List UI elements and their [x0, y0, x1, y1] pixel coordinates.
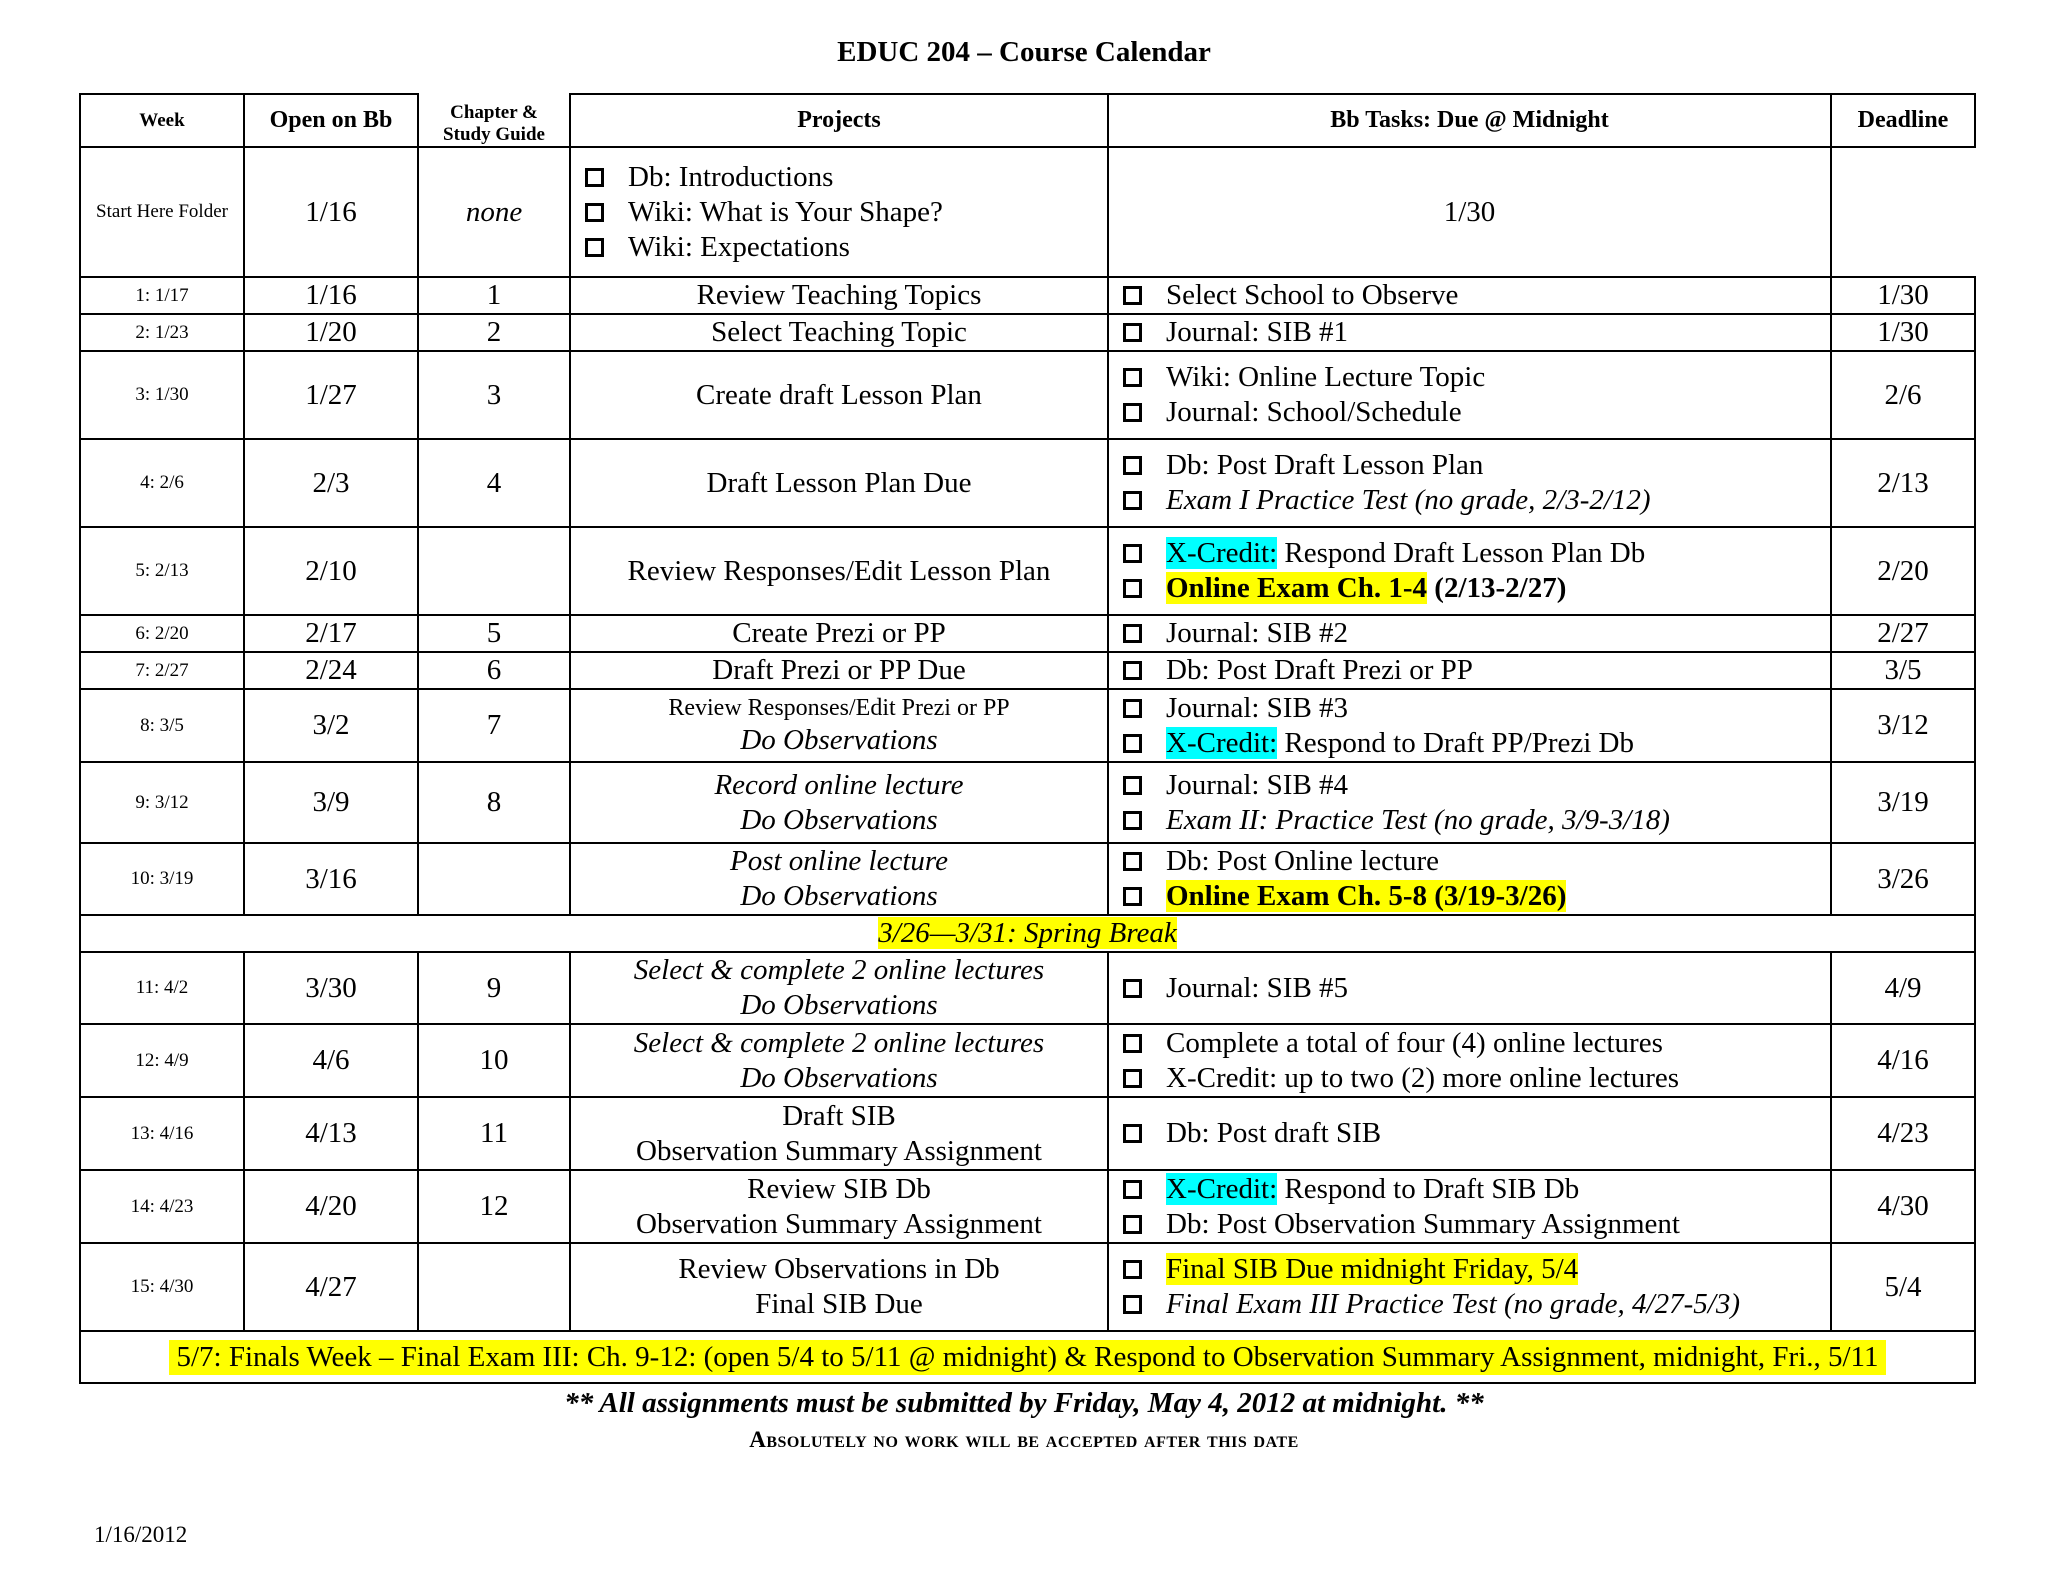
task-text-segment: X-Credit: — [1166, 537, 1278, 569]
project-line: none — [465, 195, 523, 228]
project-line: Post online lecture — [730, 845, 948, 877]
task-text — [1166, 971, 1348, 1006]
week-cell: 15: 4/30 — [80, 1243, 244, 1331]
week-cell: 7: 2/27 — [80, 652, 244, 689]
task-item — [1123, 1172, 1824, 1207]
task-item — [1123, 1252, 1824, 1287]
week-cell: 14: 4/23 — [80, 1170, 244, 1243]
task-text — [1166, 653, 1473, 688]
open-date-cell: 3/9 — [244, 762, 418, 843]
checkbox-icon[interactable] — [1123, 323, 1142, 342]
task-text-segment: Select School to Observe — [1166, 279, 1459, 311]
task-text-segment: Wiki: Online Lecture Topic — [1166, 361, 1486, 393]
task-item — [1123, 1061, 1824, 1096]
chapter-cell — [418, 1243, 570, 1331]
chapter-cell: 12 — [418, 1170, 570, 1243]
task-text — [1166, 278, 1458, 313]
checkbox-icon[interactable] — [585, 168, 604, 187]
checkbox-icon[interactable] — [1123, 1034, 1142, 1053]
task-text — [1166, 448, 1483, 483]
task-text — [1166, 1287, 1740, 1322]
week-row — [80, 652, 1975, 689]
spring-break-text: 3/26—3/31: Spring Break — [878, 917, 1177, 949]
projects-cell — [570, 351, 1108, 439]
open-date-cell: 4/20 — [244, 1170, 418, 1243]
projects-cell — [570, 439, 1108, 527]
task-item — [585, 195, 1101, 230]
task-text — [1166, 1061, 1679, 1096]
checkbox-icon[interactable] — [1123, 1215, 1142, 1234]
projects-cell — [570, 762, 1108, 843]
week-cell: 2: 1/23 — [80, 314, 244, 351]
project-line: Select & complete 2 online lectures — [633, 1026, 1045, 1059]
projects-cell — [570, 689, 1108, 762]
project-line: Do Observations — [740, 724, 938, 756]
task-text — [1166, 483, 1651, 518]
open-date-cell: 2/24 — [244, 652, 418, 689]
course-calendar-table — [79, 93, 1976, 1384]
week-row — [80, 527, 1975, 615]
task-item — [1123, 448, 1824, 483]
deadline-cell: 2/20 — [1831, 527, 1975, 615]
task-text — [1166, 768, 1348, 803]
tasks-cell — [570, 147, 1108, 277]
task-text-segment: Db: Post Draft Prezi or PP — [1166, 654, 1473, 686]
task-text — [1166, 395, 1462, 430]
checkbox-icon[interactable] — [1123, 979, 1142, 998]
task-text-segment: (2/13-2/27) — [1427, 572, 1567, 604]
task-text — [1166, 691, 1348, 726]
task-text-segment: Db: Post Observation Summary Assignment — [1166, 1207, 1680, 1240]
task-text-segment: Journal: SIB #5 — [1166, 971, 1349, 1004]
tasks-cell — [1108, 689, 1831, 762]
week-row — [80, 762, 1975, 843]
tasks-cell — [1108, 277, 1831, 314]
chapter-cell: 10 — [418, 1024, 570, 1097]
projects-cell — [570, 952, 1108, 1024]
tasks-cell — [1108, 1170, 1831, 1243]
projects-cell — [418, 147, 570, 277]
task-item — [1123, 616, 1824, 651]
task-text-segment: Online Exam Ch. 5-8 (3/19-3/26) — [1166, 880, 1567, 912]
week-cell: 3: 1/30 — [80, 351, 244, 439]
projects-cell — [570, 1170, 1108, 1243]
checkbox-icon[interactable] — [1123, 852, 1142, 871]
task-text-segment: Db: Introductions — [628, 160, 834, 193]
checkbox-icon[interactable] — [1123, 456, 1142, 475]
checkbox-icon[interactable] — [1123, 403, 1142, 422]
tasks-cell — [1108, 1097, 1831, 1170]
task-text — [628, 160, 833, 195]
task-text-segment: Db: Post Draft Lesson Plan — [1166, 449, 1484, 481]
project-line: Review Responses/Edit Prezi or PP — [668, 695, 1010, 721]
task-item — [585, 230, 1101, 265]
week-cell: Start Here Folder — [80, 147, 244, 277]
finals-week-text: 5/7: Finals Week – Final Exam III: Ch. 9-12: (open 5/4 to 5/11 @ midnight) & Respond to Observation Summary Assignment, midnight, Fri., 5/11 — [169, 1340, 1887, 1375]
task-text-segment: X-Credit: up to two (2) more online lectures — [1166, 1061, 1680, 1094]
task-text — [628, 195, 943, 230]
week-row — [80, 1024, 1975, 1097]
checkbox-icon[interactable] — [1123, 544, 1142, 563]
open-date-cell: 1/27 — [244, 351, 418, 439]
checkbox-icon[interactable] — [1123, 624, 1142, 643]
projects-cell — [570, 652, 1108, 689]
task-text-segment: Journal: School/Schedule — [1166, 396, 1462, 428]
week-row — [80, 689, 1975, 762]
deadline-cell: 4/9 — [1831, 952, 1975, 1024]
open-date-cell: 4/6 — [244, 1024, 418, 1097]
project-line: Draft Lesson Plan Due — [706, 466, 972, 499]
task-item — [1123, 879, 1824, 914]
footer-date: 1/16/2012 — [94, 1522, 188, 1547]
task-item — [1123, 803, 1824, 838]
project-line: Record online lecture — [714, 768, 964, 801]
checkbox-icon[interactable] — [585, 238, 604, 257]
projects-cell — [570, 615, 1108, 652]
task-item — [1123, 768, 1824, 803]
task-text-segment: Db: Post Online lecture — [1166, 845, 1440, 877]
task-text-segment: Exam I Practice Test (no grade, 2/3-2/12) — [1166, 484, 1651, 516]
deadline-cell: 1/30 — [1108, 147, 1831, 277]
task-item — [1123, 278, 1824, 313]
page-title: EDUC 204 – Course Calendar — [837, 36, 1211, 68]
late-work-note: Absolutely no work will be accepted after this date — [749, 1427, 1299, 1452]
checkbox-icon[interactable] — [1123, 699, 1142, 718]
checkbox-icon[interactable] — [1123, 368, 1142, 387]
week-row — [80, 843, 1975, 915]
task-text — [1166, 315, 1348, 350]
deadline-cell: 3/26 — [1831, 843, 1975, 915]
open-date-cell: 3/2 — [244, 689, 418, 762]
open-date-cell: 3/30 — [244, 952, 418, 1024]
week-row — [80, 351, 1975, 439]
header-projects: Projects — [570, 94, 1108, 147]
deadline-cell: 1/30 — [1831, 277, 1975, 314]
deadline-cell: 4/30 — [1831, 1170, 1975, 1243]
task-text — [628, 230, 850, 265]
deadline-cell: 2/6 — [1831, 351, 1975, 439]
task-text — [1166, 536, 1645, 571]
week-row — [80, 1097, 1975, 1170]
project-line: Select Teaching Topic — [711, 316, 967, 348]
project-line: Review SIB Db — [747, 1172, 931, 1205]
project-line: Review Observations in Db — [678, 1253, 1000, 1285]
task-text — [1166, 726, 1634, 761]
task-text — [1166, 1207, 1680, 1242]
task-item — [1123, 483, 1824, 518]
task-text-segment: Wiki: Expectations — [628, 230, 850, 263]
task-text — [1166, 1116, 1381, 1151]
task-text — [1166, 1026, 1663, 1061]
project-line: Create draft Lesson Plan — [696, 378, 982, 411]
tasks-cell — [1108, 439, 1831, 527]
week-cell: 11: 4/2 — [80, 952, 244, 1024]
open-date-cell: 2/17 — [244, 615, 418, 652]
task-text-segment: Final Exam III Practice Test (no grade, 4/27-5/3) — [1166, 1288, 1740, 1320]
checkbox-icon[interactable] — [1123, 579, 1142, 598]
submission-note: ** All assignments must be submitted by Friday, May 4, 2012 at midnight. ** — [564, 1387, 1484, 1419]
checkbox-icon[interactable] — [1123, 1295, 1142, 1314]
task-item — [1123, 395, 1824, 430]
tasks-cell — [1108, 843, 1831, 915]
week-row — [80, 439, 1975, 527]
header-tasks: Bb Tasks: Due @ Midnight — [1108, 94, 1831, 147]
checkbox-icon[interactable] — [1123, 1180, 1142, 1199]
chapter-cell: 7 — [418, 689, 570, 762]
deadline-cell: 3/19 — [1831, 762, 1975, 843]
week-cell: 12: 4/9 — [80, 1024, 244, 1097]
deadline-cell: 4/16 — [1831, 1024, 1975, 1097]
chapter-cell: 4 — [418, 439, 570, 527]
project-line: Draft SIB — [782, 1099, 896, 1132]
chapter-cell: 11 — [418, 1097, 570, 1170]
checkbox-icon[interactable] — [1123, 661, 1142, 680]
projects-cell — [570, 314, 1108, 351]
task-text-segment: Journal: SIB #2 — [1166, 617, 1349, 649]
projects-cell — [570, 277, 1108, 314]
checkbox-icon[interactable] — [1123, 1124, 1142, 1143]
task-text-segment: Complete a total of four (4) online lectures — [1166, 1026, 1663, 1059]
task-text-segment: Respond to Draft SIB Db — [1277, 1172, 1580, 1205]
deadline-cell: 4/23 — [1831, 1097, 1975, 1170]
week-row — [80, 314, 1975, 351]
week-row — [80, 1170, 1975, 1243]
week-row — [80, 952, 1975, 1024]
week-row — [80, 147, 1975, 277]
task-item — [1123, 1287, 1824, 1322]
task-item — [1123, 315, 1824, 350]
checkbox-icon[interactable] — [1123, 491, 1142, 510]
projects-cell — [570, 527, 1108, 615]
task-item — [1123, 691, 1824, 726]
task-item — [1123, 1116, 1824, 1151]
chapter-cell: 5 — [418, 615, 570, 652]
chapter-cell: 3 — [418, 351, 570, 439]
task-text — [1166, 803, 1670, 838]
spring-break-row — [80, 915, 1975, 952]
deadline-cell: 3/5 — [1831, 652, 1975, 689]
week-cell: 13: 4/16 — [80, 1097, 244, 1170]
task-text-segment: Journal: SIB #4 — [1166, 768, 1349, 801]
checkbox-icon[interactable] — [1123, 811, 1142, 830]
week-row — [80, 1243, 1975, 1331]
task-text-segment: X-Credit: — [1166, 1172, 1278, 1205]
task-item — [1123, 571, 1824, 606]
task-item — [1123, 726, 1824, 761]
week-cell: 9: 3/12 — [80, 762, 244, 843]
deadline-cell: 1/30 — [1831, 314, 1975, 351]
week-cell: 6: 2/20 — [80, 615, 244, 652]
open-date-cell: 3/16 — [244, 843, 418, 915]
open-date-cell: 2/3 — [244, 439, 418, 527]
tasks-cell — [1108, 1024, 1831, 1097]
chapter-cell: 6 — [418, 652, 570, 689]
finals-week-row — [80, 1331, 1975, 1383]
deadline-cell: 2/27 — [1831, 615, 1975, 652]
task-text — [1166, 571, 1566, 606]
header-chapter: Chapter & Study Guide — [418, 94, 570, 147]
task-text-segment: Final SIB Due midnight Friday, 5/4 — [1166, 1253, 1579, 1285]
deadline-cell: 5/4 — [1831, 1243, 1975, 1331]
checkbox-icon[interactable] — [1123, 1069, 1142, 1088]
projects-cell — [570, 843, 1108, 915]
finals-week-cell — [80, 1331, 1975, 1383]
chapter-cell — [418, 843, 570, 915]
chapter-cell: 9 — [418, 952, 570, 1024]
projects-cell — [570, 1097, 1108, 1170]
task-item — [1123, 653, 1824, 688]
tasks-cell — [1108, 952, 1831, 1024]
project-line: Review Responses/Edit Lesson Plan — [627, 554, 1051, 587]
task-text-segment: Respond Draft Lesson Plan Db — [1277, 537, 1646, 569]
task-text-segment: Exam II: Practice Test (no grade, 3/9-3/18) — [1166, 803, 1670, 836]
open-date-cell: 4/27 — [244, 1243, 418, 1331]
open-date-cell: 1/16 — [244, 147, 418, 277]
chapter-cell: 1 — [418, 277, 570, 314]
checkbox-icon[interactable] — [1123, 776, 1142, 795]
tasks-cell — [1108, 527, 1831, 615]
task-item — [1123, 971, 1824, 1006]
task-text — [1166, 360, 1485, 395]
checkbox-icon[interactable] — [1123, 1260, 1142, 1279]
open-date-cell: 2/10 — [244, 527, 418, 615]
project-line: Draft Prezi or PP Due — [712, 654, 966, 686]
week-cell: 4: 2/6 — [80, 439, 244, 527]
deadline-cell: 2/13 — [1831, 439, 1975, 527]
task-text-segment: Journal: SIB #1 — [1166, 316, 1349, 348]
open-date-cell: 1/16 — [244, 277, 418, 314]
tasks-cell — [1108, 1243, 1831, 1331]
task-item — [1123, 844, 1824, 879]
project-line: Review Teaching Topics — [696, 279, 982, 311]
project-line: Do Observations — [740, 880, 938, 912]
task-text-segment: X-Credit: — [1166, 726, 1278, 759]
header-week: Week — [80, 94, 244, 147]
checkbox-icon[interactable] — [585, 203, 604, 222]
task-item — [1123, 1026, 1824, 1061]
task-item — [1123, 360, 1824, 395]
task-item — [1123, 1207, 1824, 1242]
project-line: Create Prezi or PP — [732, 617, 946, 649]
task-text — [1166, 1252, 1578, 1287]
project-line: Do Observations — [740, 803, 938, 836]
task-text-segment: Respond to Draft PP/Prezi Db — [1277, 726, 1634, 759]
checkbox-icon[interactable] — [1123, 734, 1142, 753]
task-item — [1123, 536, 1824, 571]
projects-cell — [570, 1024, 1108, 1097]
open-date-cell: 1/20 — [244, 314, 418, 351]
project-line: Select & complete 2 online lectures — [633, 954, 1045, 986]
tasks-cell — [1108, 351, 1831, 439]
chapter-cell — [418, 527, 570, 615]
task-text — [1166, 1172, 1579, 1207]
task-text — [1166, 879, 1566, 914]
week-cell: 5: 2/13 — [80, 527, 244, 615]
checkbox-icon[interactable] — [1123, 286, 1142, 305]
header-open: Open on Bb — [244, 94, 418, 147]
task-text-segment: Db: Post draft SIB — [1166, 1117, 1382, 1149]
task-text — [1166, 844, 1439, 879]
project-line: Final SIB Due — [755, 1288, 923, 1320]
task-text — [1166, 616, 1348, 651]
header-deadline: Deadline — [1831, 94, 1975, 147]
project-line: Observation Summary Assignment — [636, 1207, 1042, 1240]
project-line: Do Observations — [740, 1061, 938, 1094]
deadline-cell: 3/12 — [1831, 689, 1975, 762]
task-text-segment: Online Exam Ch. 1-4 — [1166, 572, 1428, 604]
open-date-cell: 4/13 — [244, 1097, 418, 1170]
chapter-cell: 2 — [418, 314, 570, 351]
week-cell: 10: 3/19 — [80, 843, 244, 915]
chapter-cell: 8 — [418, 762, 570, 843]
tasks-cell — [1108, 762, 1831, 843]
spring-break-cell — [80, 915, 1975, 952]
week-cell: 1: 1/17 — [80, 277, 244, 314]
tasks-cell — [1108, 615, 1831, 652]
header-row — [80, 94, 1975, 147]
tasks-cell — [1108, 314, 1831, 351]
task-text-segment: Journal: SIB #3 — [1166, 691, 1349, 724]
projects-cell — [570, 1243, 1108, 1331]
project-line: Do Observations — [740, 989, 938, 1021]
week-cell: 8: 3/5 — [80, 689, 244, 762]
task-item — [585, 160, 1101, 195]
tasks-cell — [1108, 652, 1831, 689]
week-row — [80, 615, 1975, 652]
week-row — [80, 277, 1975, 314]
checkbox-icon[interactable] — [1123, 887, 1142, 906]
task-text-segment: Wiki: What is Your Shape? — [628, 195, 943, 228]
project-line: Observation Summary Assignment — [636, 1134, 1042, 1167]
